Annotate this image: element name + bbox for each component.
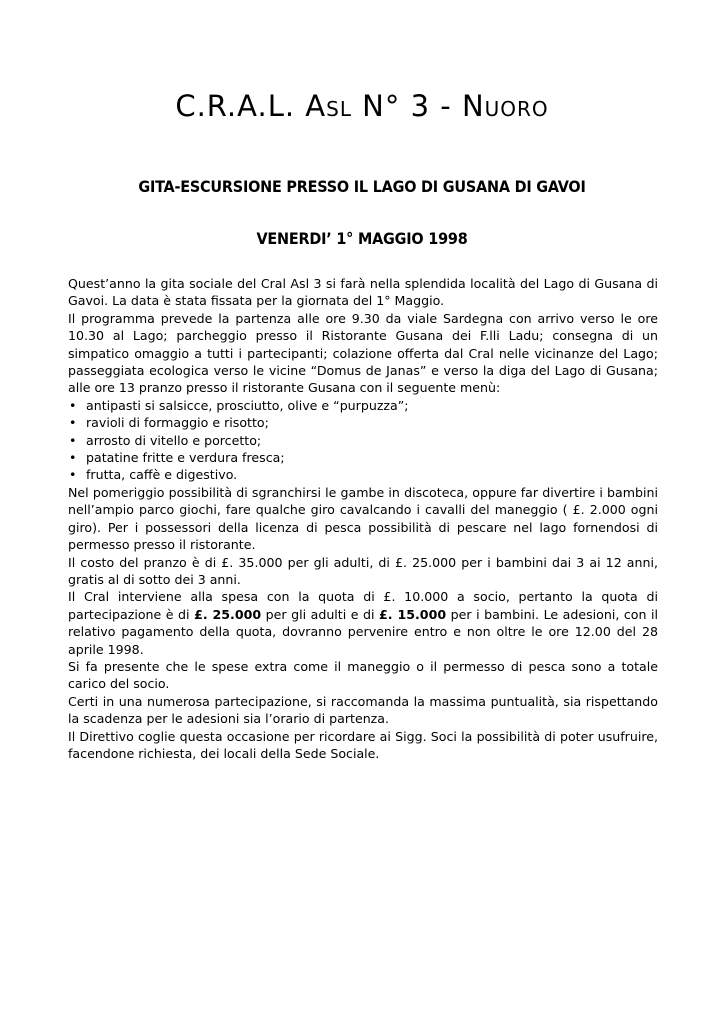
document-date-line: VENERDI’ 1° MAGGIO 1998 <box>256 229 468 248</box>
quota-text-3: per i bambini. Le adesioni, con il relativo pagamento della quota, dovranno pervenire entro e non oltre le ore 12.00 del 28 aprile 1998. <box>68 606 659 657</box>
list-item <box>68 432 658 449</box>
menu-item-text: ravioli di formaggio e risotto; <box>86 415 269 431</box>
paragraph-pomeriggio: Nel pomeriggio possibilità di sgranchirsi le gambe in discoteca, oppure far divertire i bambini nell’ampio parco giochi, fare qualche giro cavalcando i cavalli del maneggio ( £. 2.000 ogni giro). Per i possessori della licenza di pesca possibilità di pescare nel lago fornendosi di permesso presso il ristorante. <box>68 484 658 553</box>
paragraph-programma: Il programma prevede la partenza alle ore 9.30 da viale Sardegna con arrivo verso le ore 10.30 al Lago; parcheggio presso il Ristorante Gusana dei F.lli Ladu; consegna di un simpatico omaggio a tutti i partecipanti; colazione offerta dal Cral nelle vicinanze del Lago; passeggiata ecologica verso le vicine “Domus de Janas” e verso la diga del Lago di Gusana; alle ore 13 pranzo presso il ristorante Gusana con il seguente menù: <box>68 310 658 396</box>
bullet-icon: • <box>69 450 77 466</box>
bullet-icon: • <box>69 397 77 413</box>
document-title: C.R.A.L. Asl N° 3 - Nuoro <box>175 89 549 123</box>
paragraph-costo: Il costo del pranzo è di £. 35.000 per gli adulti, di £. 25.000 per i bambini dai 3 ai 12 anni, gratis al di sotto dei 3 anni. <box>68 554 658 587</box>
quota-text-1: Il Cral interviene alla spesa con la quota di £. 10.000 a socio, pertanto la quota di partecipazione è di <box>68 589 658 622</box>
bullet-icon: • <box>69 432 77 448</box>
list-item <box>68 449 658 466</box>
menu-item-text: arrosto di vitello e porcetto; <box>86 432 262 448</box>
document-subtitle: GITA-ESCURSIONE PRESSO IL LAGO DI GUSANA DI GAVOI <box>138 177 586 196</box>
bullet-icon: • <box>69 415 77 431</box>
quota-adulti-amount: £. 25.000 <box>194 606 262 622</box>
bullet-icon: • <box>69 467 77 483</box>
list-item <box>68 397 658 414</box>
paragraph-puntualita: Certi in una numerosa partecipazione, si raccomanda la massima puntualità, sia rispettando la scadenza per le adesioni sia l’orario di partenza. <box>68 693 658 727</box>
quota-bambini-amount: £. 15.000 <box>379 606 447 622</box>
menu-item-text: patatine fritte e verdura fresca; <box>86 450 285 466</box>
paragraph-quota <box>68 588 658 658</box>
menu-item-text: antipasti si salsicce, prosciutto, olive e “purpuzza”; <box>86 397 409 413</box>
paragraph-direttivo: Il Direttivo coglie questa occasione per ricordare ai Sigg. Soci la possibilità di poter usufruire, facendone richiesta, dei locali della Sede Sociale. <box>68 728 658 761</box>
paragraph-spese: Si fa presente che le spese extra come il maneggio o il permesso di pesca sono a totale carico del socio. <box>68 658 658 692</box>
list-item <box>68 414 658 431</box>
document-body <box>68 275 658 762</box>
menu-list <box>68 397 658 484</box>
list-item <box>68 466 658 483</box>
menu-item-text: frutta, caffè e digestivo. <box>86 467 238 483</box>
paragraph-intro: Quest’anno la gita sociale del Cral Asl 3 si farà nella splendida località del Lago di Gusana di Gavoi. La data è stata fissata per la giornata del 1° Maggio. <box>68 276 658 309</box>
quota-text-2: per gli adulti e di <box>261 606 380 622</box>
